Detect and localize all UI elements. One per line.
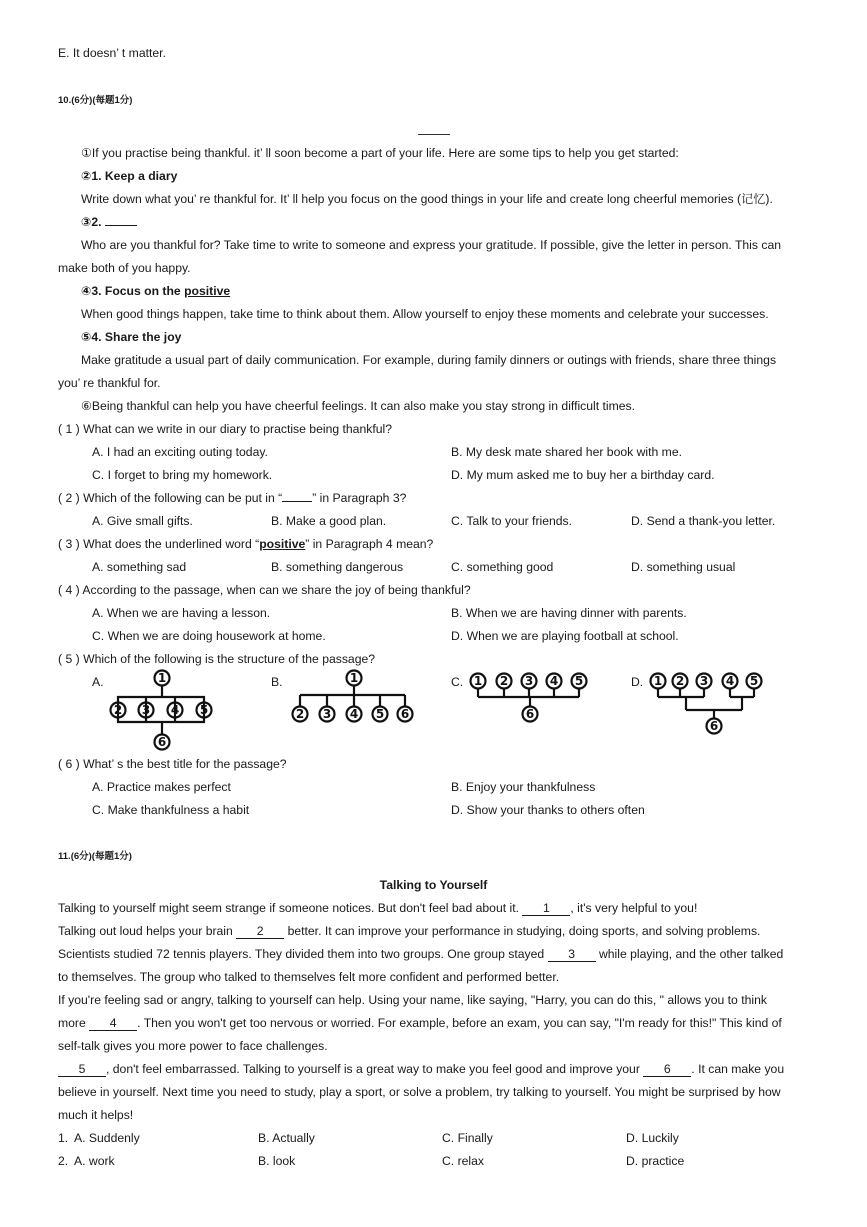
svg-text:5: 5 (199, 703, 209, 717)
text: . Then you won't get too nervous or worried. For example, before an exam, you can say, "I'm ready for this!" This kind of (137, 1016, 782, 1030)
q11-line-8 (58, 1061, 784, 1077)
question-text-a: What does the underlined word “ (83, 537, 260, 551)
q3-option-d[interactable]: D. something usual (631, 560, 736, 574)
structure-diagram-d[interactable] (651, 674, 762, 734)
q3-option-b[interactable]: B. something dangerous (271, 560, 404, 574)
question-text-b: ” in Paragraph 3? (312, 491, 407, 505)
diagram-c-node-3 (522, 674, 537, 689)
q10-paragraph-6: ⑥Being thankful can help you have cheerful feelings. It can also make you stay strong in difficult times. (81, 399, 636, 413)
cloze-blank-1: 1 (522, 901, 570, 916)
q11-header (58, 849, 132, 865)
text: Talking out loud helps your brain (58, 924, 237, 938)
q5-option-b-label[interactable]: B. (271, 675, 283, 689)
diagram-a-node-6 (155, 735, 170, 750)
question-text: According to the passage, when can we share the joy of being thankful? (82, 583, 471, 597)
diagram-c-node-2 (497, 674, 512, 689)
svg-text:6: 6 (400, 707, 410, 721)
question-number: ( 5 ) (58, 652, 80, 666)
diagram-d-node-1 (651, 674, 666, 689)
q2-option-b[interactable]: B. Make a good plan. (271, 514, 387, 528)
text: , it's very helpful to you! (570, 901, 698, 915)
svg-text:3: 3 (141, 703, 151, 717)
cloze-blank-6: 6 (643, 1062, 691, 1077)
q5-option-a-label[interactable]: A. (92, 675, 104, 689)
diagram-a-node-2 (111, 703, 126, 718)
svg-text:6: 6 (525, 707, 535, 721)
q1-option-a[interactable]: A. I had an exciting outing today. (92, 445, 268, 459)
diagram-c-node-5 (572, 674, 587, 689)
q2-option-d[interactable]: D. Send a thank-you letter. (631, 514, 776, 528)
tip3-underlined-word: positive (184, 284, 231, 298)
q11-line-1 (58, 900, 697, 916)
choice-row-2-number: 2. (58, 1154, 69, 1168)
q11-line-2 (58, 923, 760, 939)
question-3-underlined-word: positive (259, 537, 306, 551)
q1-option-c[interactable]: C. I forget to bring my homework. (92, 468, 273, 482)
svg-text:1: 1 (473, 674, 483, 688)
cloze-blank-3: 3 (548, 947, 596, 962)
diagram-b-node-6 (398, 707, 413, 722)
q11-line-9: believe in yourself. Next time you need to study, play a sport, or solve a problem, try talking to yourself. You might be surprised by how (58, 1085, 781, 1099)
choice-2-option-b[interactable]: B. look (258, 1154, 296, 1168)
q11-line-7: self-talk gives you more power to face challenges. (58, 1039, 328, 1053)
svg-text:3: 3 (699, 674, 709, 688)
tip1-text: Write down what you’ re thankful for. It’ ll help you focus on the good things in your life and create long cheerful memories (记忆). (81, 192, 773, 206)
tip3-text: When good things happen, take time to think about them. Allow yourself to enjoy these moments and celebrate your successes. (81, 307, 769, 321)
choice-1-option-d[interactable]: D. Luckily (626, 1131, 679, 1145)
question-number: ( 6 ) (58, 757, 80, 771)
structure-diagram-a[interactable] (111, 671, 212, 750)
q6-option-a[interactable]: A. Practice makes perfect (92, 780, 231, 794)
q1-option-b[interactable]: B. My desk mate shared her book with me. (451, 445, 682, 459)
q11-passage-title: Talking to Yourself (379, 878, 488, 892)
q10-paragraph-1: ①If you practise being thankful. it’ ll soon become a part of your life. Here are some tips to help you get started: (81, 146, 679, 160)
q11-number: 11. (58, 851, 71, 862)
q11-score: (6分)(每题1分) (70, 851, 132, 862)
diagram-b-node-1 (347, 671, 362, 686)
tip4-mark: ⑤ (81, 330, 92, 344)
svg-text:6: 6 (709, 719, 719, 733)
choice-1-option-b[interactable]: B. Actually (258, 1131, 315, 1145)
choice-2-option-a[interactable]: A. work (74, 1154, 115, 1168)
structure-diagram-b[interactable] (293, 671, 413, 722)
diagram-b-node-2 (293, 707, 308, 722)
question-number: ( 2 ) (58, 491, 80, 505)
q11-line-3 (58, 946, 783, 962)
text: more (58, 1016, 90, 1030)
q11-line-10: much it helps! (58, 1108, 134, 1122)
svg-text:4: 4 (170, 703, 180, 717)
q5-option-d-label[interactable]: D. (631, 675, 644, 689)
svg-text:5: 5 (749, 674, 759, 688)
diagram-b-node-5 (373, 707, 388, 722)
svg-text:3: 3 (524, 674, 534, 688)
svg-text:5: 5 (375, 707, 385, 721)
q2-option-a[interactable]: A. Give small gifts. (92, 514, 193, 528)
diagram-d-node-2 (673, 674, 688, 689)
q1-option-d[interactable]: D. My mum asked me to buy her a birthday card. (451, 468, 715, 482)
q11-line-6 (58, 1015, 782, 1031)
svg-text:1: 1 (157, 671, 167, 685)
svg-text:1: 1 (653, 674, 663, 688)
cloze-blank-5: 5 (58, 1062, 106, 1077)
diagram-d-node-4 (723, 674, 738, 689)
svg-text:4: 4 (725, 674, 735, 688)
q4-option-b[interactable]: B. When we are having dinner with parents. (451, 606, 687, 620)
diagram-b-node-4 (347, 707, 362, 722)
diagram-c-node-4 (547, 674, 562, 689)
svg-text:6: 6 (157, 735, 167, 749)
q6-option-d[interactable]: D. Show your thanks to others often (451, 803, 645, 817)
text: better. It can improve your performance in studying, doing sports, and solving problems. (284, 924, 761, 938)
svg-text:2: 2 (113, 703, 123, 717)
q6-option-c[interactable]: C. Make thankfulness a habit (92, 803, 250, 817)
prev-option-e: E. It doesn’ t matter. (58, 46, 166, 60)
question-6-stem (58, 756, 287, 772)
diagram-a-node-4 (168, 703, 183, 718)
svg-text:4: 4 (549, 674, 559, 688)
tip4-text-line1: Make gratitude a usual part of daily communication. For example, during family dinners or outings with friends, share three things (81, 353, 777, 367)
choice-1-option-c[interactable]: C. Finally (442, 1131, 493, 1145)
text: Scientists studied 72 tennis players. They divided them into two groups. One group stayed (58, 947, 548, 961)
q6-option-b[interactable]: B. Enjoy your thankfulness (451, 780, 596, 794)
svg-text:2: 2 (675, 674, 685, 688)
svg-text:2: 2 (295, 707, 305, 721)
tip3-title: 3. Focus on the (91, 284, 185, 298)
cloze-blank-4: 4 (89, 1016, 137, 1031)
structure-diagram-c[interactable] (471, 674, 587, 722)
tip1-mark: ② (81, 169, 92, 183)
tip4-text-line2: you’ re thankful for. (58, 376, 161, 390)
diagram-b-node-3 (320, 707, 335, 722)
q4-option-a[interactable]: A. When we are having a lesson. (92, 606, 271, 620)
question-text: What can we write in our diary to practise being thankful? (83, 422, 392, 436)
tip1-title: 1. Keep a diary (91, 169, 178, 183)
tip4-title: 4. Share the joy (91, 330, 182, 344)
q11-line-5: If you're feeling sad or angry, talking to yourself can help. Using your name, like saying, "Harry, you can do this, " allows you to think (58, 993, 767, 1007)
diagram-d-node-5 (747, 674, 762, 689)
question-number: ( 1 ) (58, 422, 80, 436)
tip2-title: 2. (91, 215, 105, 229)
tip2-text-line1: Who are you thankful for? Take time to write to someone and express your gratitude. If possible, give the letter in person. This can (81, 238, 782, 252)
q10-score: (6分)(每题1分) (71, 95, 133, 106)
diagram-d-node-3 (697, 674, 712, 689)
svg-text:3: 3 (322, 707, 332, 721)
diagram-c-node-6 (523, 707, 538, 722)
q4-option-d[interactable]: D. When we are playing football at school. (451, 629, 679, 643)
svg-text:1: 1 (349, 671, 359, 685)
svg-text:5: 5 (574, 674, 584, 688)
choice-2-option-c[interactable]: C. relax (442, 1154, 484, 1168)
q4-option-c[interactable]: C. When we are doing housework at home. (92, 629, 326, 643)
q3-option-a[interactable]: A. something sad (92, 560, 187, 574)
tip2-text-line2: make both of you happy. (58, 261, 191, 275)
q10-number: 10. (58, 95, 72, 106)
svg-text:2: 2 (499, 674, 509, 688)
diagram-a-node-1 (155, 671, 170, 686)
q5-option-c-label[interactable]: C. (451, 675, 464, 689)
svg-text:4: 4 (349, 707, 359, 721)
question-number: ( 4 ) (58, 583, 80, 597)
question-text-a: Which of the following can be put in “ (83, 491, 283, 505)
diagram-a-node-3 (139, 703, 154, 718)
diagram-a-node-5 (197, 703, 212, 718)
question-text: Which of the following is the structure of the passage? (83, 652, 376, 666)
choice-row-1-number: 1. (58, 1131, 69, 1145)
choice-2-option-d[interactable]: D. practice (626, 1154, 685, 1168)
question-text: What’ s the best title for the passage? (83, 757, 287, 771)
diagram-d-node-6 (707, 719, 722, 734)
cloze-blank-2: 2 (236, 924, 284, 939)
q2-option-c[interactable]: C. Talk to your friends. (451, 514, 573, 528)
choice-1-option-a[interactable]: A. Suddenly (74, 1131, 140, 1145)
text: , don't feel embarrassed. Talking to yourself is a great way to make you feel good and improve your (106, 1062, 644, 1076)
tip3-mark: ④ (81, 284, 92, 298)
question-number: ( 3 ) (58, 537, 80, 551)
diagram-c-node-1 (471, 674, 486, 689)
text: Talking to yourself might seem strange if someone notices. But don't feel bad about it. (58, 901, 523, 915)
question-text-b: ” in Paragraph 4 mean? (305, 537, 434, 551)
q3-option-c[interactable]: C. something good (451, 560, 554, 574)
tip2-mark: ③ (81, 215, 92, 229)
text: . It can make you (691, 1062, 785, 1076)
q11-line-4: to themselves. The group who talked to themselves felt more confident and performed better. (58, 970, 560, 984)
text: while playing, and the other talked (595, 947, 784, 961)
